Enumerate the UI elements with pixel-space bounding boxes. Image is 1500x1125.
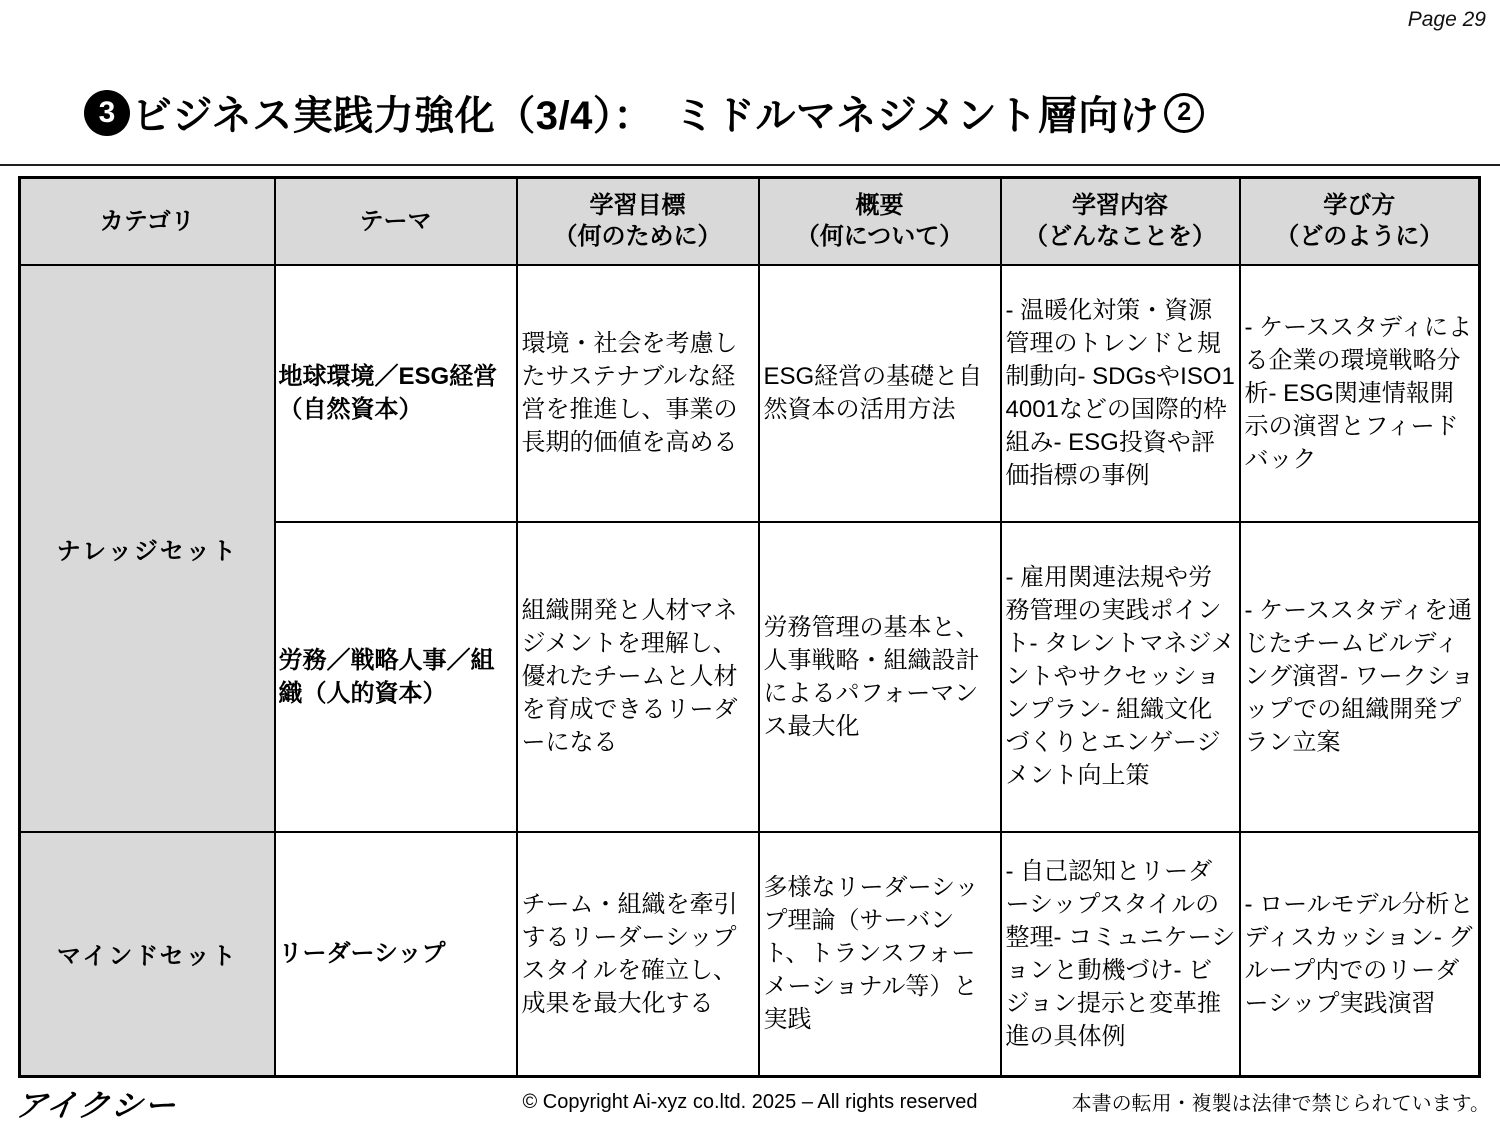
header-content [1001,178,1240,265]
header-content-label: 学習内容 [1072,192,1168,220]
method-cell: - ロールモデル分析とディスカッション- グループ内でのリーダーシップ実践演習 [1240,832,1480,1077]
overview-cell: 多様なリーダーシップ理論（サーバント、トランスフォーメーショナル等）と実践 [759,832,1001,1077]
header-objective-label: 学習目標 [589,192,686,220]
title-circled-two-icon [1164,93,1204,133]
method-cell: - ケーススタディを通じたチームビルディング演習- ワークショップでの組織開発プラン立案 [1240,522,1480,832]
overview-cell: 労務管理の基本と、人事戦略・組織設計によるパフォーマンス最大化 [759,522,1001,832]
title-circled-two-value: 2 [1177,98,1192,126]
header-category-label: カテゴリ [99,207,195,235]
title-number-badge-value: 3 [98,95,116,129]
header-content-sublabel: （どんなことを） [1024,223,1216,251]
theme-cell: 地球環境／ESG経営（自然資本） [275,265,517,522]
content-cell: - 自己認知とリーダーシップスタイルの整理- コミュニケーションと動機づけ- ビジョン提示と変革推進の具体例 [1001,832,1240,1077]
page-title-text: ビジネス実践力強化（3/4）： ミドルマネジメント層向け [132,94,1160,138]
header-category [20,178,275,265]
table-row [20,265,1480,522]
header-overview-label: 概要 [855,192,904,220]
header-overview [759,178,1001,265]
category-cell-knowledge-set: ナレッジセット [20,265,275,832]
content-cell: - 温暖化対策・資源管理のトレンドと規制動向- SDGsやISO14001などの国際的枠組み- ESG投資や評価指標の事例 [1001,265,1240,522]
copyright-text: © Copyright Ai-xyz co.ltd. 2025 – All rights reserved [522,1091,978,1113]
page-number: Page 29 [1407,8,1486,31]
header-method-label: 学び方 [1323,192,1396,220]
header-method-sublabel: （どのように） [1275,223,1444,251]
legal-notice-text: 本書の転用・複製は法律で禁じられています。 [1071,1093,1490,1115]
title-number-badge-icon [84,90,130,136]
theme-cell: 労務／戦略人事／組織（人的資本） [275,522,517,832]
header-overview-sublabel: （何について） [795,223,964,251]
content-cell: - 雇用関連法規や労務管理の実践ポイント- タレントマネジメントやサクセッションプラン- 組織文化づくりとエンゲージメント向上策 [1001,522,1240,832]
company-logo: アイクシー [12,1088,180,1124]
header-objective-sublabel: （何のために） [553,223,722,251]
category-cell-mind-set: マインドセット [20,832,275,1077]
method-cell: - ケーススタディによる企業の環境戦略分析- ESG関連情報開示の演習とフィードバック [1240,265,1480,522]
header-theme [275,178,517,265]
table-row [20,832,1480,1077]
page-title [84,84,1204,141]
objective-cell: 環境・社会を考慮したサステナブルな経営を推進し、事業の長期的価値を高める [517,265,759,522]
theme-cell: リーダーシップ [275,832,517,1077]
curriculum-table [18,176,1481,1078]
objective-cell: チーム・組織を牽引するリーダーシップスタイルを確立し、成果を最大化する [517,832,759,1077]
title-divider [0,164,1500,166]
objective-cell: 組織開発と人材マネジメントを理解し、優れたチームと人材を育成できるリーダーになる [517,522,759,832]
table-header-row [20,178,1480,265]
header-theme-label: テーマ [359,207,432,235]
overview-cell: ESG経営の基礎と自然資本の活用方法 [759,265,1001,522]
header-objective [517,178,759,265]
header-method [1240,178,1480,265]
